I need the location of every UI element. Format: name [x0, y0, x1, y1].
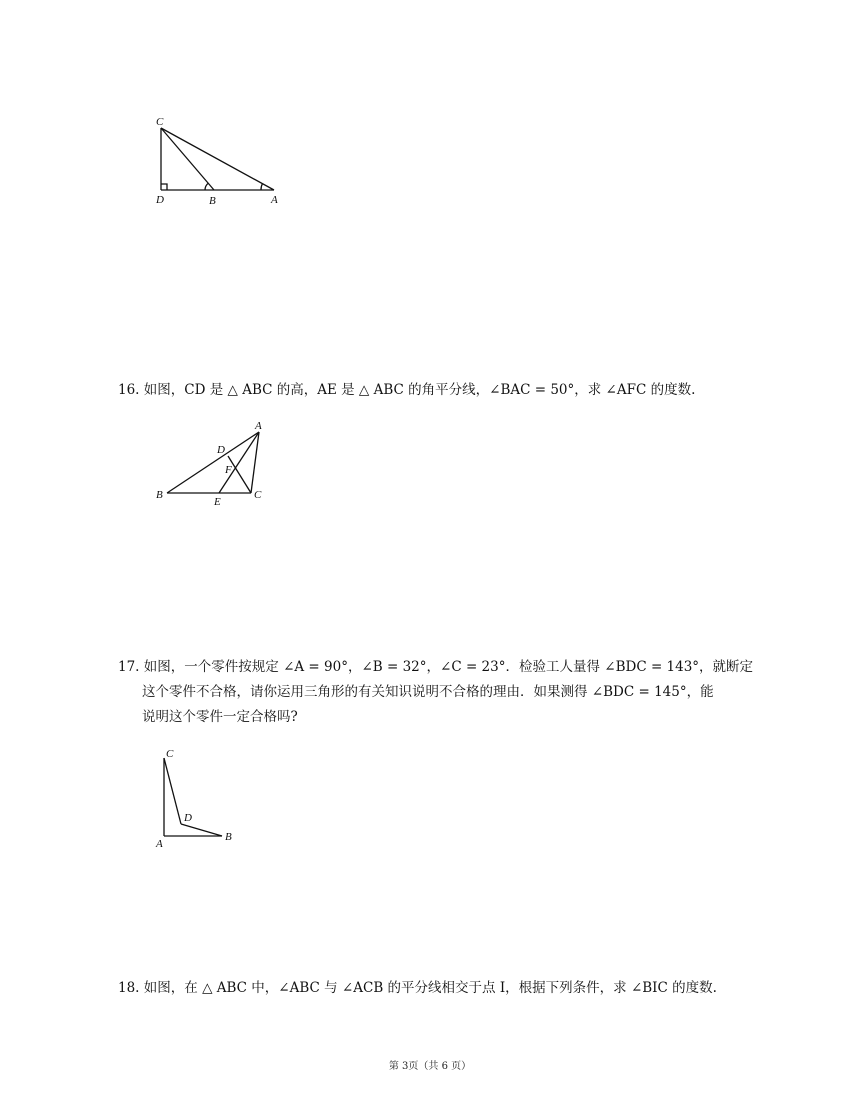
label-E: E — [214, 496, 221, 508]
label-A: A — [271, 194, 278, 206]
question-17 — [118, 655, 768, 730]
label-D: D — [217, 444, 225, 456]
label-D: D — [184, 812, 192, 824]
question-18-number: 18. — [118, 980, 140, 996]
figure-16-triangle — [150, 415, 280, 515]
question-18-text: 如图，在 △ ABC 中，∠ABC 与 ∠ACB 的平分线相交于点 I，根据下列条件，求 ∠BIC 的度数. — [143, 980, 717, 996]
label-A: A — [255, 420, 262, 432]
question-17-line-2: 这个零件不合格，请你运用三角形的有关知识说明不合格的理由．如果测得 ∠BDC = 145°，能 — [142, 684, 714, 700]
label-C: C — [254, 489, 262, 501]
question-16-text: 如图，CD 是 △ ABC 的高，AE 是 △ ABC 的角平分线，∠BAC = 50°，求 ∠AFC 的度数. — [143, 382, 696, 398]
question-17-number: 17. — [118, 659, 140, 675]
figure-17-part — [150, 742, 250, 852]
question-17-line-3: 说明这个零件一定合格吗? — [142, 709, 298, 725]
label-F: F — [225, 464, 232, 476]
question-16 — [118, 378, 768, 403]
question-16-number: 16. — [118, 382, 140, 398]
label-B: B — [209, 195, 216, 207]
label-D: D — [156, 194, 164, 206]
label-C: C — [166, 748, 174, 760]
question-17-line-1: 如图，一个零件按规定 ∠A = 90°，∠B = 32°，∠C = 23°．检验工人量得 ∠BDC = 143°，就断定 — [143, 659, 754, 675]
page-footer: 第 3页（共 6 页） — [388, 1061, 472, 1072]
question-18 — [118, 976, 768, 1001]
label-A: A — [156, 838, 163, 850]
label-C: C — [156, 116, 164, 128]
label-B: B — [156, 489, 163, 501]
figure-15-triangle — [150, 112, 290, 212]
label-B: B — [225, 831, 232, 843]
